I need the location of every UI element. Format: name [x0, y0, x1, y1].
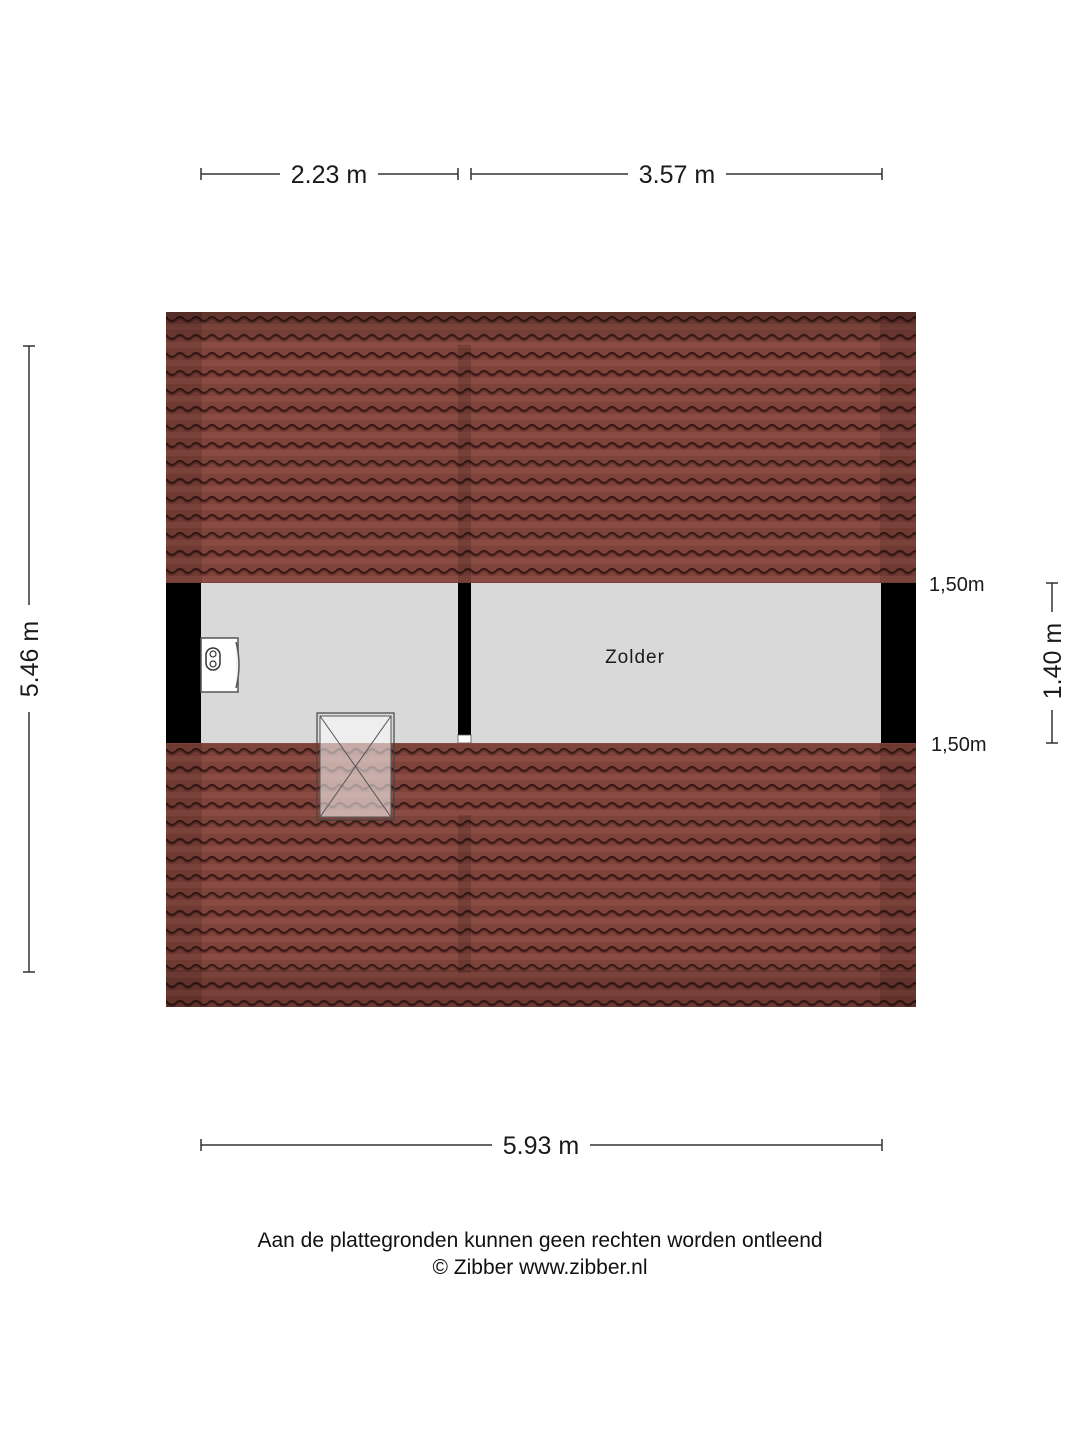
dimension-label: 2.23 m	[290, 161, 368, 189]
footer-disclaimer: Aan de plattegronden kunnen geen rechten worden ontleend	[257, 1229, 823, 1252]
dimension-label: 1.40 m	[1039, 622, 1067, 700]
attic-floor	[201, 583, 881, 743]
roof-hatch-icon	[317, 713, 394, 820]
dimension-label: 3.57 m	[638, 161, 716, 189]
wall-left	[166, 583, 201, 743]
dimension-total-width	[201, 1132, 882, 1160]
room-label-attic: Zolder	[605, 647, 665, 668]
height-label-lower: 1,50m	[931, 734, 987, 756]
roof-lower	[166, 743, 916, 1007]
dimension-label: 5.93 m	[502, 1132, 580, 1160]
wall-right	[881, 583, 916, 743]
partition-door	[458, 735, 471, 743]
wall-partition	[458, 583, 471, 735]
dimension-room-depth	[1039, 583, 1067, 743]
height-label-upper: 1,50m	[929, 574, 985, 596]
footer-credit: © Zibber www.zibber.nl	[432, 1256, 648, 1279]
dimension-total-depth	[16, 346, 44, 972]
roof-upper	[166, 312, 916, 583]
dimension-top-left	[201, 161, 458, 189]
boiler-icon	[201, 638, 239, 692]
dimension-top-right	[471, 161, 882, 189]
dimension-label: 5.46 m	[16, 620, 44, 698]
